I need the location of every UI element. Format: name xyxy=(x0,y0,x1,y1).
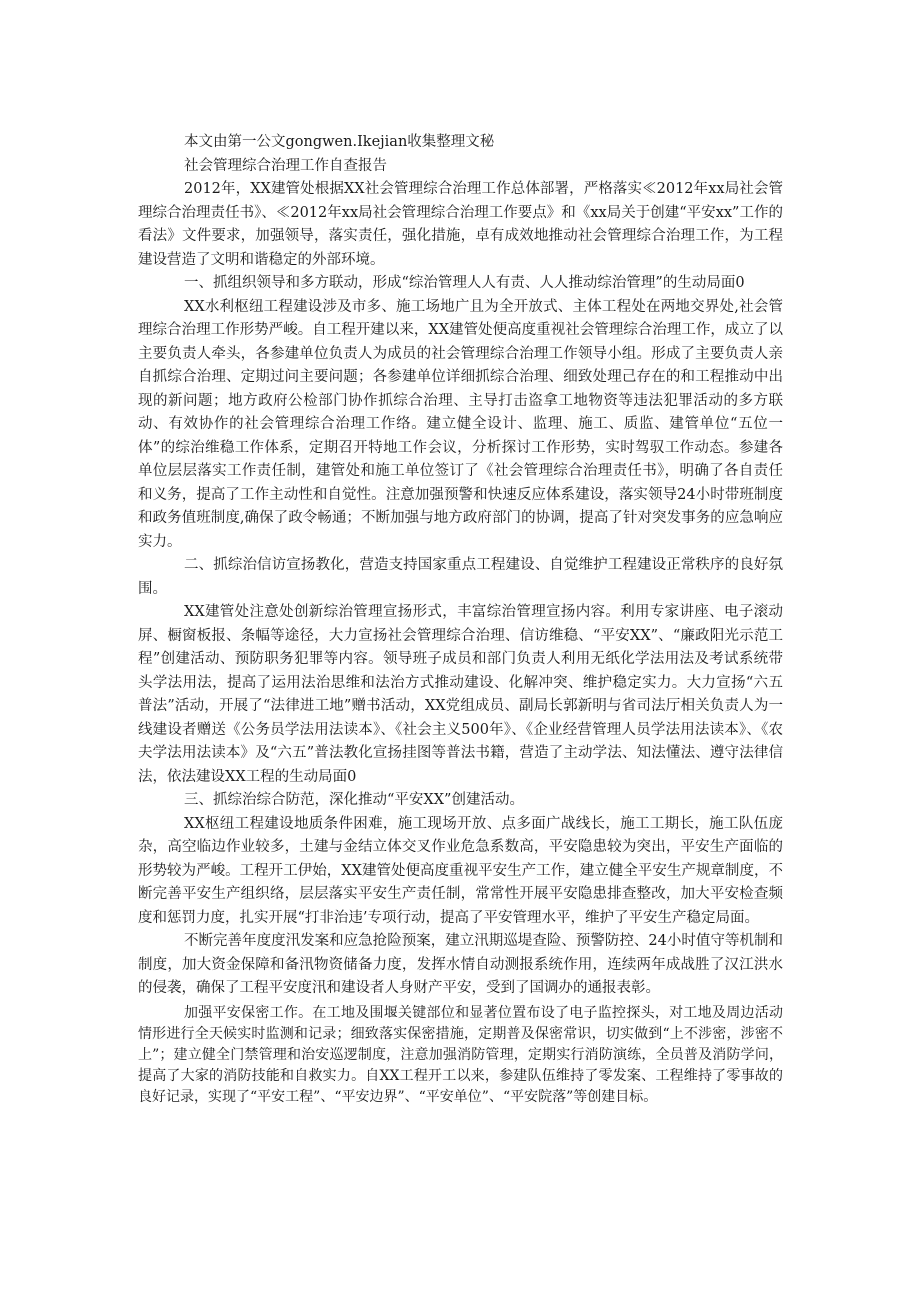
source-note: 本文由第一公文gongwen.Ikejian收集整理文秘 xyxy=(184,134,495,150)
section3-body1: XX枢纽工程建设地质条件困难，施工现场开放、点多面广战线长，施工工期长，施工队伍庞杂，高空临边作业较多，土建与金结立体交叉作业危急系数高，平安隐患较为突出，平安生产面临的形势较为严峻。工程开工伊始，XX建管处便高度重视平安生产工作，建立健全平安生产规章制度，不断完善平安生产组织络，层层落实平安生产责任制，常常性开展平安隐患排查整改，加大平安检查频度和惩罚力度，扎实开展“打非治违’专项行动，提高了平安管理水平，维护了平安生产稳定局面。 xyxy=(138,815,783,926)
document-title: 社会管理综合治理工作自查报告 xyxy=(184,157,387,174)
section3-body2: 不断完善年度度汛发案和应急抢险预案，建立汛期巡堤查险、预警防控、24小时值守等机制和制度，加大资金保障和备汛物资储备力度，发挥水情自动测报系统作用，连续两年成战胜了汉江洪水的侵袭，确保了工程平安度汛和建设者人身财产平安，受到了国调办的通报表彰。 xyxy=(138,933,783,996)
section1-body: XX水利枢纽工程建设涉及市多、施工场地广且为全开放式、主体工程处在两地交界处,社会管理综合治理工作形势严峻。自工程开建以来，XX建管处便高度重视社会管理综合治理工作，成立了以主要负责人牵头，各参建单位负责人为成员的社会管理综合治理工作领导小组。形成了主要负责人亲自抓综合治理、定期过问主要问题；各参建单位详细抓综合治理、细致处理己存在的和工程推动中出现的新问题；地方政府公检部门协作抓综合治理、主导打击盗拿工地物资等违法犯罪活动的多方联动、有效协作的社会管理综合治理工作络。建立健全设计、监理、施工、质监、建管单位“五位一体”的综治维稳工作体系，定期召开特地工作会议，分析探讨工作形势，实时驾驭工作动态。参建各单位层层落实工作责任制，建管处和施工单位签订了《社会管理综合治理责任书》，明确了各自责任和义务，提高了工作主动性和自觉性。注意加强预警和快速反应体系建设，落实领导24小时带班制度和政务值班制度,确保了政令畅通；不断加强与地方政府部门的协调，提高了针对突发事务的应急响应实力。 xyxy=(138,298,783,550)
section1-heading: 一、抓组织领导和多方联动，形成“综治管理人人有责、人人推动综治管理”的生动局面0 xyxy=(184,275,745,291)
section3-body3: 加强平安保密工作。在工地及围堰关键部位和显著位置布设了电子监控探头，对工地及周边活动情形进行全天候实时监测和记录；细致落实保密措施，定期普及保密常识，切实做到“上不涉密，涉密不上”；建立健全门禁管理和治安巡逻制度，注意加强消防管理，定期实行消防演练，全员普及消防学问，提高了大家的消防技能和自救实力。自XX工程开工以来，参建队伍维持了零发案、工程维持了零事故的良好记录，实现了“平安工程”、“平安边界”、“平安单位”、“平安院落”等创建目标。 xyxy=(138,1004,783,1105)
section3-heading: 三、抓综治综合防范，深化推动“平安XX”创建活动。 xyxy=(184,792,524,808)
section2-body: XX建管处注意处创新综治管理宣扬形式，丰富综治管理宣扬内容。利用专家讲座、电子滚动屏、橱窗板报、条幅等途径，大力宣扬社会管理综合治理、信访维稳、“平安XX”、“廉政阳光示范工程”创建活动、预防职务犯罪等内容。领导班子成员和部门负责人利用无纸化学法用法及考试系统带头学法用法，提高了运用法治思维和法治方式推动建设、化解冲突、维护稳定实力。大力宣扬“六五普法”活动，开展了“法律进工地”赠书活动，XX党组成员、副局长郭新明与省司法厅相关负责人为一线建设者赠送《公务员学法用法读本》、《社会主义500年》、《企业经营管理人员学法用法读本》、《农夫学法用法读本》及“六五”普法教化宣扬挂图等普法书籍，营造了主动学法、知法懂法、遵守法律信法，依法建设XX工程的生动局面0 xyxy=(138,604,783,785)
document-page xyxy=(138,131,783,1108)
section2-heading: 二、抓综治信访宣扬教化，营造支持国家重点工程建设、自觉维护工程建设正常秩序的良好氛围。 xyxy=(138,557,783,597)
intro-paragraph: 2012年，XX建管处根据XX社会管理综合治理工作总体部署，严格落实≪2012年xx局社会管理综合治理责任书》、≪2012年xx局社会管理综合治理工作要点》和《xx局关于创建“平安xx”工作的看法》文件要求，加强领导，落实责任，强化措施，卓有成效地推动社会管理综合治理工作，为工程建设营造了文明和谐稳定的外部环境。 xyxy=(138,181,783,268)
